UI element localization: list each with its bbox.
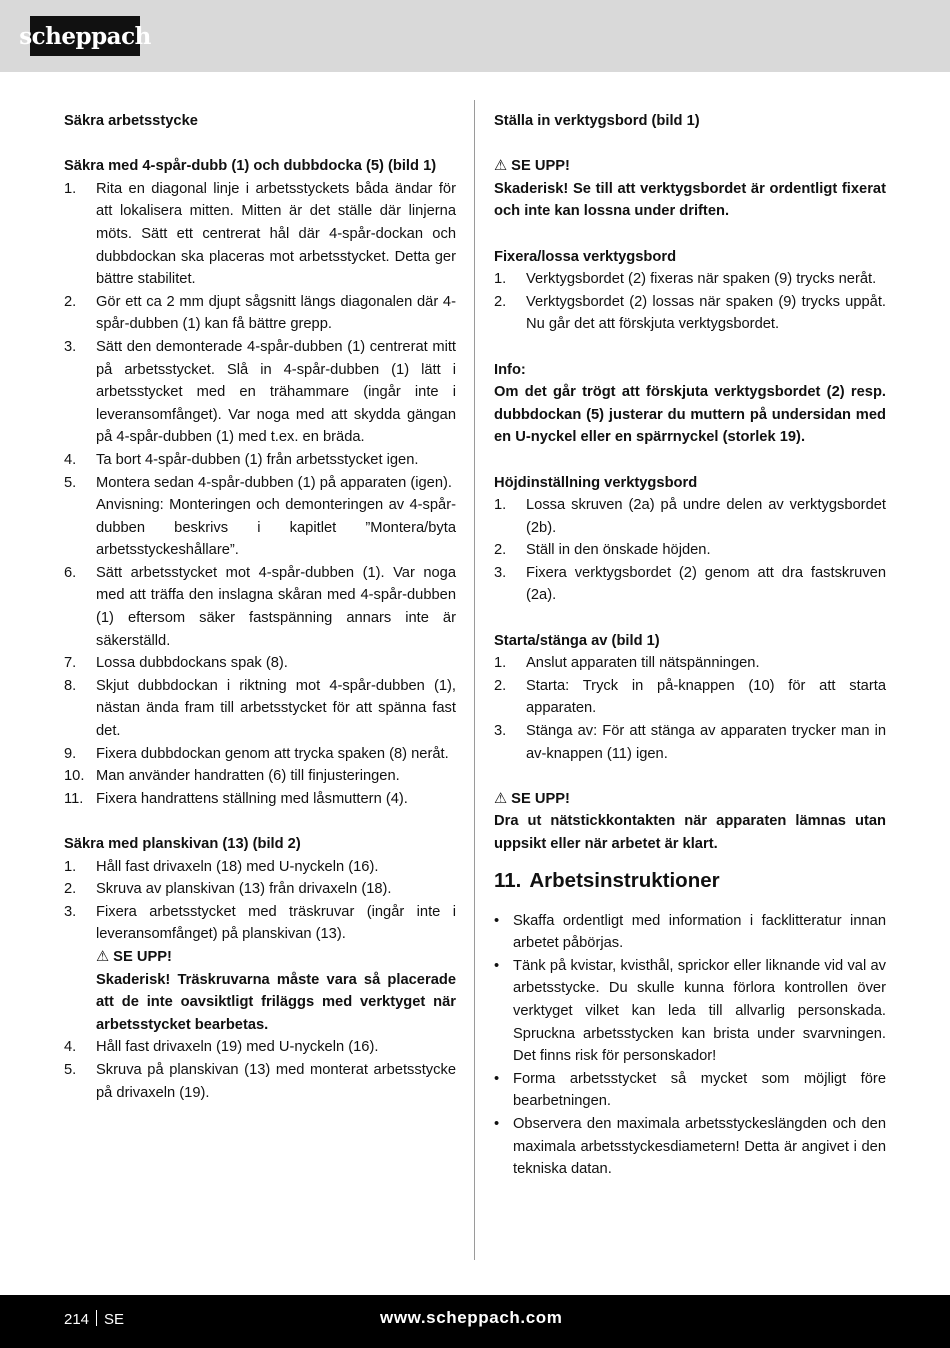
list-item: 11. Fixera handrattens ställning med låsmuttern (4). (64, 790, 408, 807)
section-heading: Säkra arbetsstycke (64, 113, 198, 129)
subheading-fix-table: Fixera/lossa verktygsbord (494, 248, 677, 265)
list-item: 1. Rita en diagonal linje i arbetsstyckets båda ändar för att lokalisera mitten. Mitten är det ställe där linjerna möts. Sätt ett centrerat hål där 4-spår-dockan och dubbdockan ska placeras mot arbetsstycket. Detta ger bättre stabilitet. (64, 180, 456, 288)
subheading-start-stop: Starta/stänga av (bild 1) (494, 632, 660, 649)
list-item: 10. Man använder handratten (6) till finjusteringen. (64, 768, 400, 785)
list-item: 1. Anslut apparaten till nätspänningen. (494, 655, 760, 672)
list-item: 1. Verktygsbordet (2) fixeras när spaken (9) trycks neråt. (494, 271, 877, 288)
website-url: www.scheppach.com (380, 1308, 563, 1327)
list-item: 6. Sätt arbetsstycket mot 4-spår-dubben (1). Var noga med att träffa den inslagna skåran med 4-spår-dubben (1) eftersom säker fastspänning annars inte är säkerställd. (64, 564, 456, 649)
list-item: • Tänk på kvistar, kvisthål, sprickor eller liknande vid val av arbetsstycke. Du skulle kunna förlora kontrollen över verktyget vilket kan leda till allvarlig personskada. Spruckna arbetsstycken kan brista under svarvningen. Det finns risk för personskador! (494, 957, 886, 1065)
list-item: 1. Lossa skruven (2a) på undre delen av verktygsbordet (2b). (494, 497, 886, 536)
page-footer (0, 1295, 950, 1348)
chapter-title: 11. Arbetsinstruktioner (494, 868, 720, 892)
work-instructions-list (494, 910, 886, 1181)
list-item: • Skaffa ordentligt med information i facklitteratur innan arbetet påbörjas. (494, 912, 886, 952)
list-item: 2. Verktygsbordet (2) lossas när spaken (9) trycks uppåt. Nu går det att förskjuta verktygsbordet. (494, 293, 886, 333)
page-header (0, 0, 950, 72)
list-item: 2. Starta: Tryck in på-knappen (10) för att starta apparaten. (494, 677, 886, 717)
list-item: 8. Skjut dubbdockan i riktning mot 4-spår-dubben (1), nästan ända fram till arbetsstycket för att spänna fast det. (64, 677, 456, 740)
list-item: 5. Montera sedan 4-spår-dubben (1) på apparaten (igen). Anvisning: Monteringen och demonteringen av 4-spår-dubben beskrivs i kapitlet ”Montera/byta arbetsstyckeshållare”. (64, 474, 456, 559)
height-steps (494, 494, 886, 607)
faceplate-steps (64, 856, 456, 1105)
warning-icon: ⚠ (494, 790, 508, 807)
info-text: Om det går trögt att förskjuta verktygsbordet (2) resp. dubbdockan (5) justerar du muttern på undersidan med en U-nyckel eller en spärrnyckel (storlek 19). (494, 384, 886, 446)
subheading-four-prong: Säkra med 4-spår-dubb (1) och dubbdocka (5) (bild 1) (64, 158, 437, 175)
list-item: 2. Skruva av planskivan (13) från drivaxeln (18). (64, 881, 392, 898)
list-item: 3. Fixera arbetsstycket med träskruvar (ingår inte i leveransomfånget) på planskivan (13). ⚠ SE UPP! Skaderisk! Träskruvarna måste vara så placerade att de inte oavsiktligt friläggs med verktyget när arbetsstycket bearbetas. (64, 901, 456, 1037)
list-item: • Forma arbetsstycket så mycket som möjligt före bearbetningen. (494, 1070, 886, 1110)
page-number: 214 SE (64, 1311, 125, 1328)
list-item: 2. Ställ in den önskade höjden. (494, 542, 711, 559)
info-label: Info: (494, 361, 526, 378)
fix-table-steps (494, 268, 886, 336)
warning-text: Dra ut nätstickkontakten när apparaten lämnas utan uppsikt eller när arbetet är klart. (494, 813, 886, 852)
list-item: 3. Stänga av: För att stänga av apparaten trycker man in av-knappen (11) igen. (494, 723, 886, 762)
list-item: 5. Skruva på planskivan (13) med monterat arbetsstycke på drivaxeln (19). (64, 1061, 456, 1101)
warning-icon: ⚠ (96, 948, 110, 965)
list-item: 2. Gör ett ca 2 mm djupt sågsnitt längs diagonalen där 4-spår-dubben (1) kan få bättre grepp. (64, 293, 456, 333)
list-item: 9. Fixera dubbdockan genom att trycka spaken (8) neråt. (64, 745, 449, 762)
column-divider (474, 100, 475, 1260)
list-item: 4. Ta bort 4-spår-dubben (1) från arbetsstycket igen. (64, 451, 419, 468)
four-prong-steps (64, 178, 456, 811)
warning-label: ⚠ SE UPP! (494, 788, 886, 811)
list-item: 3. Sätt den demonterade 4-spår-dubben (1) centrerat mitt på arbetsstycket. Slå in 4-spår-dubben (1) lätt i arbetsstycket med en trähammare (ingår inte i leveransomfånget). Var noga med att skydda gängan på 4-spår-dubben (1) med t.ex. en bräda. (64, 338, 456, 446)
subheading-height: Höjdinställning verktygsbord (494, 474, 698, 491)
list-item: 1. Håll fast drivaxeln (18) med U-nyckeln (16). (64, 858, 379, 875)
subheading-faceplate: Säkra med planskivan (13) (bild 2) (64, 836, 301, 852)
warning-text: Skaderisk! Träskruvarna måste vara så placerade att de inte oavsiktligt friläggs med verktyget när arbetsstycket bearbetas. (96, 971, 456, 1033)
start-stop-steps (494, 652, 886, 765)
list-item: 3. Fixera verktygsbordet (2) genom att dra fastskruven (2a). (494, 564, 886, 604)
warning-text: Skaderisk! Se till att verktygsbordet är ordentligt fixerat och inte kan lossna under driften. (494, 180, 886, 220)
list-item: • Observera den maximala arbetsstyckeslängden och den maximala arbetsstyckesdiametern! Detta är angivet i den tekniska datan. (494, 1115, 886, 1178)
scheppach-logo: scheppach (30, 16, 140, 56)
warning-label: ⚠ SE UPP! (494, 155, 886, 178)
section-heading: Ställa in verktygsbord (bild 1) (494, 113, 700, 129)
warning-icon: ⚠ (494, 158, 508, 175)
list-item: 7. Lossa dubbdockans spak (8). (64, 655, 288, 672)
right-column (494, 110, 886, 1181)
warning-block: ⚠ SE UPP! (96, 946, 456, 969)
assembly-note: Anvisning: Monteringen och demonteringen av 4-spår-dubben beskrivs i kapitlet ”Montera/byta arbetsstyckeshållare”. (96, 497, 456, 559)
left-column (64, 110, 456, 1104)
list-item: 4. Håll fast drivaxeln (19) med U-nyckeln (16). (64, 1039, 379, 1056)
